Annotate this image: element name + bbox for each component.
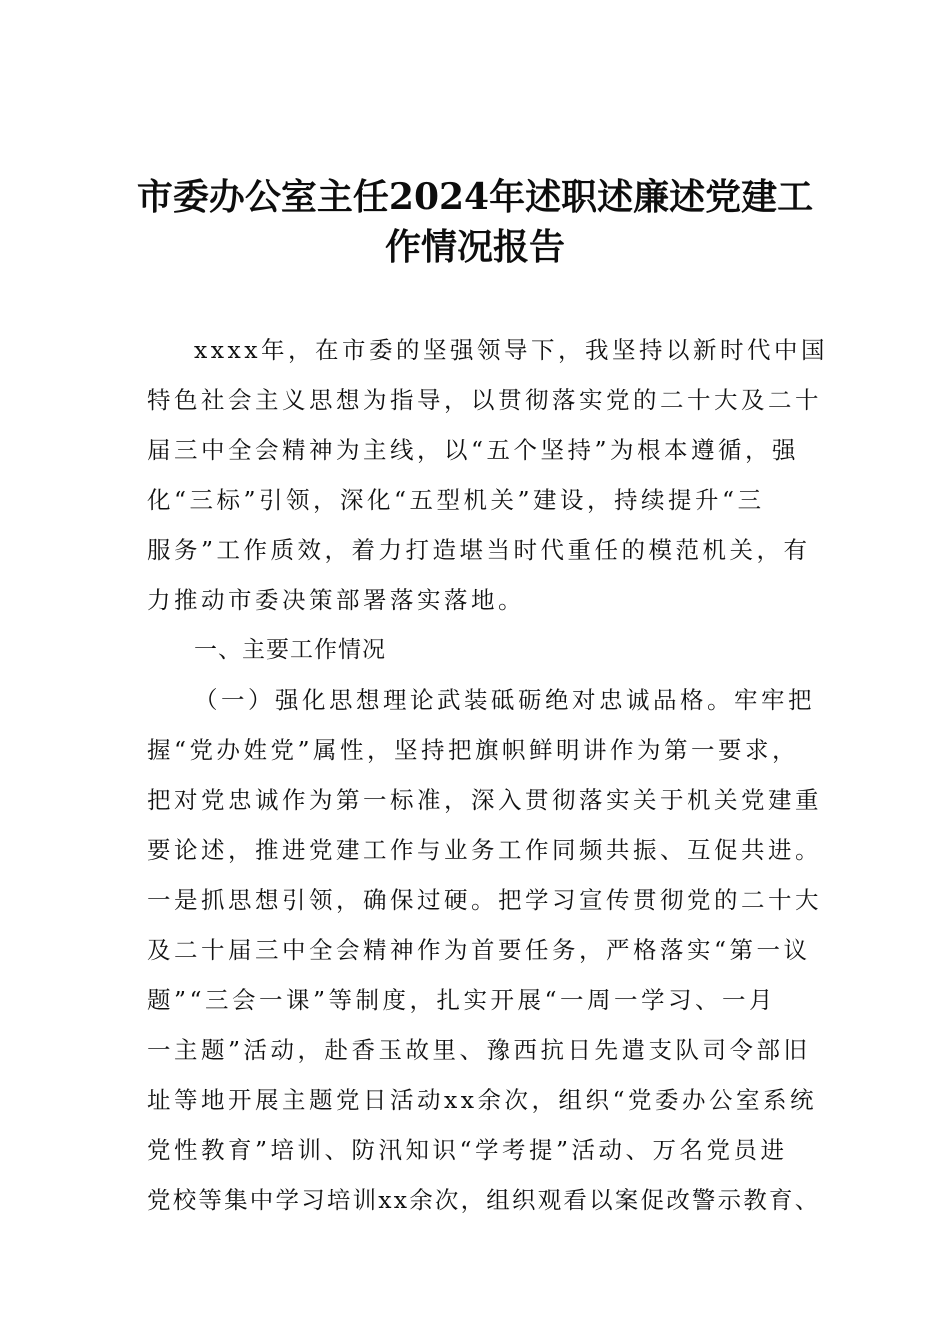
intro-line: xxxx年，在市委的坚强领导下，我坚持以新时代中国 [194, 336, 829, 364]
intro-paragraph [147, 325, 827, 625]
section-heading: 一、主要工作情况 [194, 637, 386, 663]
section-line: （一）强化思想理论武装砥砺绝对忠诚品格。牢牢把 [194, 686, 815, 714]
section-line: 把对党忠诚作为第一标准，深入贯彻落实关于机关党建重 [147, 786, 822, 814]
intro-line: 服务”工作质效，着力打造堪当时代重任的模范机关，有 [147, 536, 811, 564]
section-paragraph [147, 675, 827, 1225]
document-title-line-1: 市委办公室主任2024年述职述廉述党建工 [136, 176, 814, 218]
intro-line: 力推动市委决策部署落实落地。 [147, 586, 525, 614]
intro-line: 特色社会主义思想为指导，以贯彻落实党的二十大及二十 [147, 386, 822, 414]
section-line: 党性教育”培训、防汛知识“学考提”活动、万名党员进 [147, 1136, 788, 1164]
document-body [147, 325, 827, 1225]
section-line: 一是抓思想引领，确保过硬。把学习宣传贯彻党的二十大 [147, 886, 822, 914]
section-line: 要论述，推进党建工作与业务工作同频共振、互促共进。 [147, 836, 822, 864]
section-line: 一主题”活动，赴香玉故里、豫西抗日先遣支队司令部旧 [147, 1036, 811, 1064]
section-line: 握“党办姓党”属性，坚持把旗帜鲜明讲作为第一要求， [147, 736, 800, 764]
document-title-line-2: 作情况报告 [384, 226, 565, 268]
section-line: 址等地开展主题党日活动xx余次，组织“党委办公室系统 [147, 1086, 818, 1114]
section-line: 及二十届三中全会精神作为首要任务，严格落实“第一议 [147, 936, 811, 964]
intro-line: 届三中全会精神为主线，以“五个坚持”为根本遵循，强 [147, 436, 800, 464]
section-line: 党校等集中学习培训xx余次，组织观看以案促改警示教育、 [147, 1186, 821, 1214]
intro-line: 化“三标”引领，深化“五型机关”建设，持续提升“三 [147, 486, 765, 514]
section-line: 题”“三会一课”等制度，扎实开展“一周一学习、一月 [147, 986, 777, 1014]
